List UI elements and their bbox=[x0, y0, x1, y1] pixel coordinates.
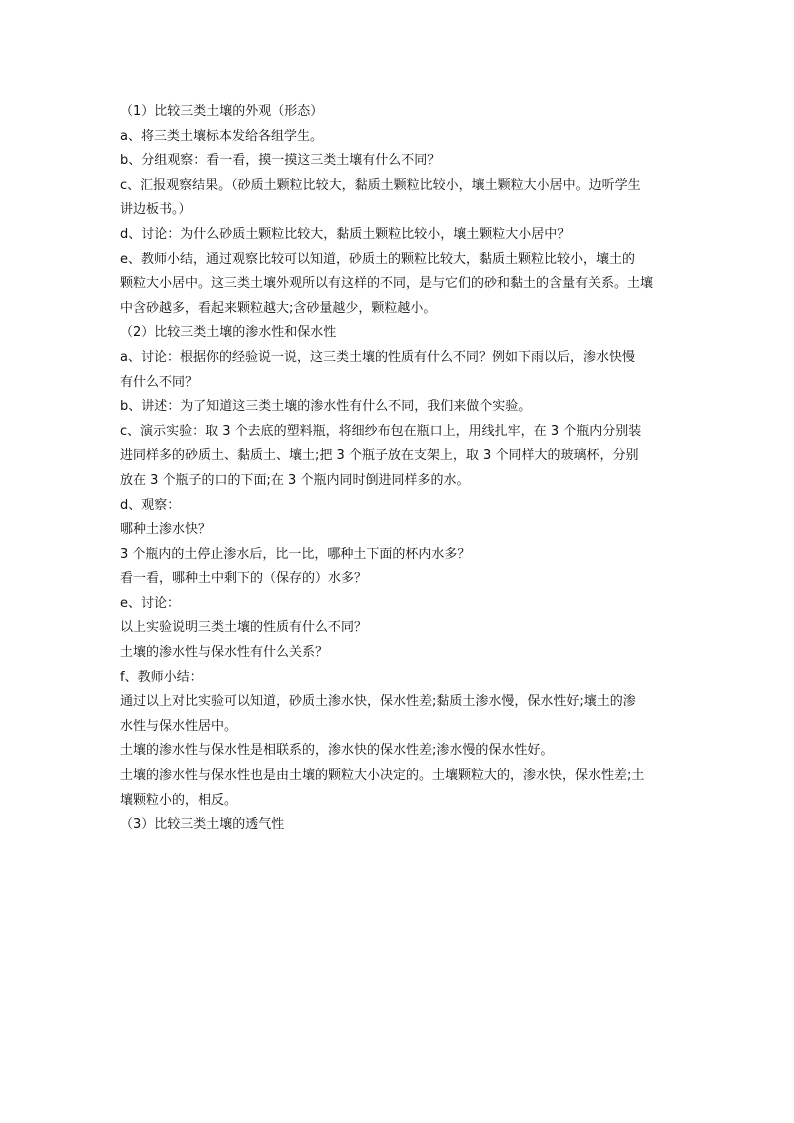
question-remaining-water: 看一看，哪种土中剩下的（保存的）水多？ bbox=[120, 571, 368, 587]
document-page bbox=[120, 100, 680, 838]
step-c-report-cont: 讲边板书。） bbox=[120, 202, 192, 218]
question-cup-water: 3 个瓶内的土停止渗水后，比一比，哪种土下面的杯内水多？ bbox=[120, 546, 471, 562]
step-f-summary: f、教师小结： bbox=[120, 669, 203, 685]
question-fastest-seepage: 哪种土渗水快？ bbox=[120, 522, 212, 538]
step-e-discuss: e、讨论： bbox=[120, 595, 180, 611]
step-a-distribute: a、将三类土壤标本发给各组学生。 bbox=[120, 128, 323, 144]
step-b-observe: b、分组观察：看一看，摸一摸这三类土壤有什么不同？ bbox=[120, 153, 441, 169]
step-a-discuss-experience-cont: 有什么不同？ bbox=[120, 374, 199, 390]
step-c-report: c、汇报观察结果。（砂质土颗粒比较大，黏质土颗粒比较小，壤土颗粒大小居中。边听学生 bbox=[120, 177, 641, 193]
step-c-demo-cont-2: 放在 3 个瓶子的口的下面;在 3 个瓶内同时倒进同样多的水。 bbox=[120, 472, 470, 488]
summary-relationship: 土壤的渗水性与保水性是相联系的，渗水快的保水性差;渗水慢的保水性好。 bbox=[120, 743, 554, 759]
summary-conclusion: 通过以上对比实验可以知道，砂质土渗水快，保水性差;黏质土渗水慢，保水性好;壤土的渗 bbox=[120, 694, 636, 710]
step-e-summary-cont-1: 颗粒大小居中。这三类土壤外观所以有这样的不同，是与它们的砂和黏土的含量有关系。土壤 bbox=[120, 276, 654, 292]
step-e-summary-cont-2: 中含砂越多，看起来颗粒越大;含砂量越少，颗粒越小。 bbox=[120, 300, 437, 316]
step-b-explain: b、讲述：为了知道这三类土壤的渗水性有什么不同，我们来做个实验。 bbox=[120, 399, 532, 415]
question-soil-properties: 以上实验说明三类土壤的性质有什么不同？ bbox=[120, 620, 368, 636]
step-a-discuss-experience: a、讨论：根据你的经验说一说，这三类土壤的性质有什么不同？例如下雨以后，渗水快慢 bbox=[120, 349, 635, 365]
step-e-summary: e、教师小结，通过观察比较可以知道，砂质土的颗粒比较大，黏质土颗粒比较小，壤土的 bbox=[120, 251, 635, 267]
section-heading-appearance: （1）比较三类土壤的外观（形态） bbox=[120, 104, 324, 119]
summary-particle-size: 土壤的渗水性与保水性也是由土壤的颗粒大小决定的。土壤颗粒大的，渗水快，保水性差;土 bbox=[120, 768, 645, 784]
step-d-observe: d、观察： bbox=[120, 497, 181, 513]
step-d-discuss: d、讨论：为什么砂质土颗粒比较大，黏质土颗粒比较小，壤土颗粒大小居中？ bbox=[120, 226, 571, 242]
question-relationship: 土壤的渗水性与保水性有什么关系？ bbox=[120, 645, 329, 661]
section-heading-aeration: （3）比较三类土壤的透气性 bbox=[120, 817, 285, 833]
summary-conclusion-cont: 水性与保水性居中。 bbox=[120, 718, 238, 734]
step-c-demo-cont-1: 进同样多的砂质土、黏质土、壤土;把 3 个瓶子放在支架上，取 3 个同样大的玻璃杯，分别 bbox=[120, 448, 639, 464]
summary-particle-size-cont: 壤颗粒小的，相反。 bbox=[120, 792, 238, 808]
section-heading-permeability: （2）比较三类土壤的渗水性和保水性 bbox=[120, 325, 337, 341]
step-c-demo: c、演示实验：取 3 个去底的塑料瓶，将细纱布包在瓶口上，用线扎牢，在 3 个瓶内分别装 bbox=[120, 423, 642, 439]
